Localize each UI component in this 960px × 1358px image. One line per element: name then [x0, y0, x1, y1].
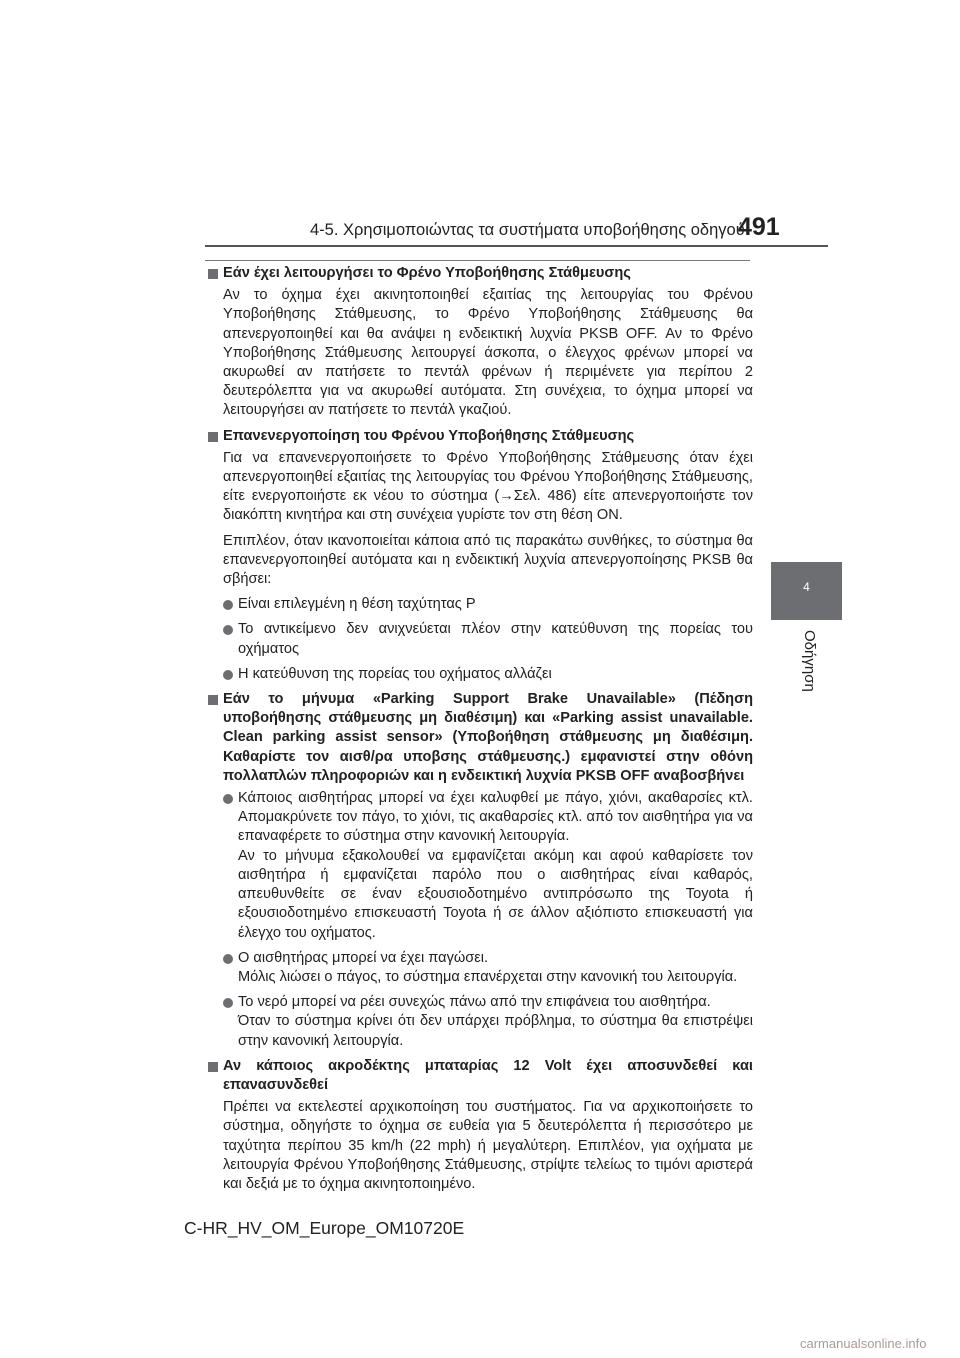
- section-heading: Αν κάποιος ακροδέκτης μπαταρίας 12 Volt έχει αποσυνδεθεί και επανασυνδεθεί: [208, 1057, 753, 1095]
- chapter-label: Οδήγηση: [801, 630, 818, 692]
- paragraph: Για να επανενεργοποιήσετε το Φρένο Υποβοήθησης Στάθμευσης όταν έχει απενεργοποιηθεί εξαιτίας της λειτουργίας του Φρένου Υποβοήθησης Στάθμευσης, είτε ενεργοποιήστε εκ νέου το σύστημα (→Σελ. 486) είτε απενεργοποιήστε τον διακόπτη κινητήρα και στη συνέχεια γυρίστε τον στη θέση ON.: [223, 449, 753, 524]
- paragraph: Αν το όχημα έχει ακινητοποιηθεί εξαιτίας της λειτουργίας του Φρένου Υποβοήθησης Στάθμευσης, το Φρένο Υποβοήθησης Στάθμευσης θα απενεργοποιηθεί και θα ανάψει η ενδεικτική λυχνία PKSB OFF. Αν το Φρένο Υποβοήθησης Στάθμευσης λειτουργεί άσκοπα, ο έλεγχος φρένων μπορεί να ακυρωθεί αν πατήσετε το πεντάλ φρένων ή περιμένετε για περίπου 2 δευτερόλεπτα για να ακυρωθεί αυτόματα. Στη συνέχεια, το όχημα μπορεί να λειτουργήσει αν πατήσετε το πεντάλ γκαζιού.: [223, 287, 753, 419]
- page-number: 491: [738, 213, 780, 241]
- circle-bullet-icon: [223, 625, 233, 635]
- chapter-number: 4: [803, 580, 810, 594]
- circle-bullet-icon: [223, 794, 233, 804]
- section-heading: Επανενεργοποίηση του Φρένου Υποβοήθησης Στάθμευσης: [208, 427, 753, 446]
- list-item: Κάποιος αισθητήρας μπορεί να έχει καλυφθεί με πάγο, χιόνι, ακαθαρσίες κτλ. Απομακρύνετε τον πάγο, το χιόνι, τις ακαθαρσίες κτλ. από τον αισθητήρα για να επαναφέρετε το σύστημα στην κανονική λειτουργία. Αν το μήνυμα εξακολουθεί να εμφανίζεται ακόμη και αφού καθαρίσετε τον αισθητήρα ή εμφανίζεται παρόλο που ο αισθητήρας είναι καθαρός, απευθυνθείτε σε έναν εξουσιοδοτημένο αντιπρόσωπο της Toyota ή εξουσιοδοτημένο επισκευαστή Toyota ή σε άλλον αξιόπιστο επισκευαστή για έλεγχο του οχήματος.: [223, 789, 753, 943]
- paragraph: Πρέπει να εκτελεστεί αρχικοποίηση του συστήματος. Για να αρχικοποιήσετε το σύστημα, οδηγήστε το όχημα σε ευθεία για 5 δευτερόλεπτα ή περισσότερο με ταχύτητα περίπου 35 km/h (22 mph) ή μεγαλύτερη. Επιπλέον, για οχήματα με λειτουργία Φρένου Υποβοήθησης Στάθμευσης, στρίψτε τελείως το τιμόνι αριστερά και δεξιά με το όχημα ακινητοποιημένο.: [223, 1099, 753, 1192]
- list-item: Το αντικείμενο δεν ανιχνεύεται πλέον στην κατεύθυνση της πορείας του οχήματος: [223, 620, 753, 658]
- section-pksb-reactivation: [208, 427, 753, 684]
- circle-bullet-icon: [223, 670, 233, 680]
- content-top-divider: [205, 260, 750, 261]
- list-item: Είναι επιλεγμένη η θέση ταχύτητας P: [223, 595, 753, 614]
- list-item: Το νερό μπορεί να ρέει συνεχώς πάνω από την επιφάνεια του αισθητήρα. Όταν το σύστημα κρίνει ότι δεν υπάρχει πρόβλημα, το σύστημα θα επιστρέψει στην κανονική λειτουργία.: [223, 993, 753, 1051]
- list-item: Η κατεύθυνση της πορείας του οχήματος αλλάζει: [223, 665, 753, 684]
- chapter-tab: [771, 562, 842, 620]
- circle-bullet-icon: [223, 998, 233, 1008]
- section-unavailable-message: [208, 690, 753, 1051]
- square-bullet-icon: [208, 695, 218, 705]
- section-heading: Εάν το μήνυμα «Parking Support Brake Unavailable» (Πέδηση υποβοήθησης στάθμευσης μη διαθέσιμη) και «Parking assist unavailable. Clean parking assist sensor» (Υποβοήθηση στάθμευσης μη διαθέσιμη. Καθαρίστε τον αισθ/ρα υποβσης στάθμευσης.) εμφανιστεί στην οθόνη πολλαπλών πληροφοριών και η ενδεικτική λυχνία PKSB OFF αναβοσβήνει: [208, 690, 753, 786]
- square-bullet-icon: [208, 269, 218, 279]
- circle-bullet-icon: [223, 600, 233, 610]
- square-bullet-icon: [208, 1062, 218, 1072]
- running-header: 4-5. Χρησιμοποιώντας τα συστήματα υποβοήθησης οδηγού: [310, 221, 745, 239]
- list-item: Ο αισθητήρας μπορεί να έχει παγώσει. Μόλις λιώσει ο πάγος, το σύστημα επανέρχεται στην κανονική του λειτουργία.: [223, 949, 753, 987]
- square-bullet-icon: [208, 432, 218, 442]
- section-pksb-operated: [208, 264, 753, 421]
- watermark: carmanualsonline.info: [800, 1336, 927, 1351]
- paragraph: Επιπλέον, όταν ικανοποιείται κάποια από τις παρακάτω συνθήκες, το σύστημα θα επανενεργοποιηθεί αυτόματα και η ενδεικτική λυχνία απενεργοποίησης PKSB θα σβήσει:: [223, 532, 753, 588]
- section-battery-reconnected: [208, 1057, 753, 1194]
- circle-bullet-icon: [223, 954, 233, 964]
- header-divider: [205, 245, 828, 247]
- section-heading: Εάν έχει λειτουργήσει το Φρένο Υποβοήθησης Στάθμευσης: [208, 264, 753, 283]
- document-code: C-HR_HV_OM_Europe_OM10720E: [184, 1218, 465, 1238]
- page-content: [208, 264, 753, 1200]
